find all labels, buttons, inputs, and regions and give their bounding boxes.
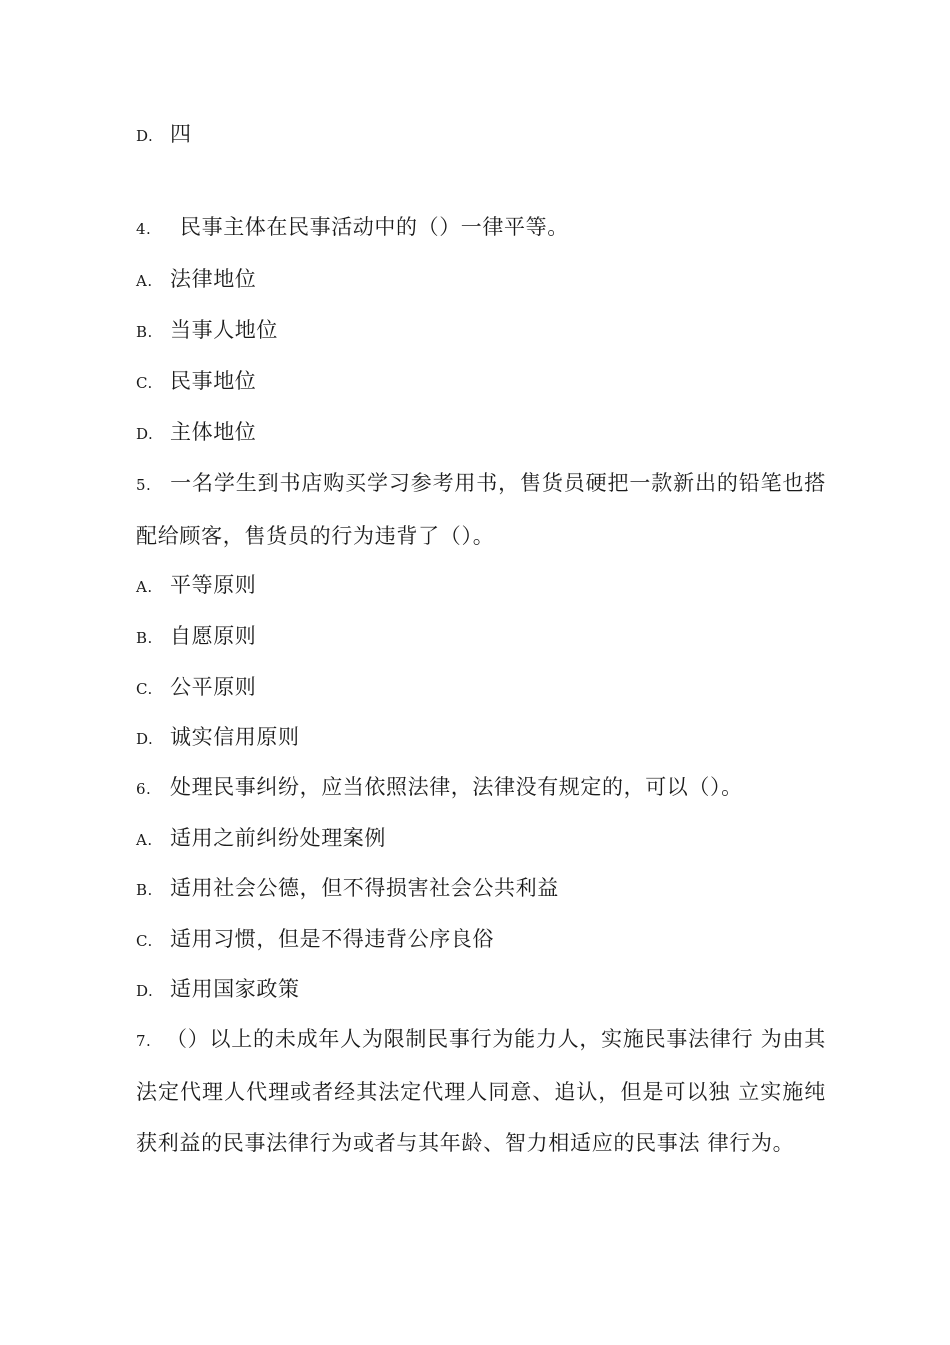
option-label: A.	[136, 272, 153, 290]
option-text: 适用习惯，但是不得违背公序良俗	[170, 927, 494, 951]
option-text: 民事地位	[170, 369, 257, 393]
option-label: D.	[136, 425, 154, 443]
option-text: 平等原则	[170, 573, 257, 597]
q5-option-c	[136, 672, 256, 704]
q3-option-d	[136, 119, 192, 151]
q4-option-d	[136, 417, 256, 449]
question-text: （）以上的未成年人为限制民事行为能力人，实施民事法律行 为由其法定代理人代理或者经其法定代理人同意、追认，但是可以独 立实施纯获利益的民事法律行为或者与其年龄、智力相适应的民事法 律行为。	[136, 1027, 826, 1155]
q6-option-a	[136, 823, 386, 855]
option-label: B.	[136, 881, 153, 899]
option-text: 当事人地位	[170, 318, 278, 342]
option-label: D.	[136, 982, 154, 1000]
question-number: 5.	[136, 476, 152, 494]
q5-option-a	[136, 570, 256, 602]
question-text: 一名学生到书店购买学习参考用书，售货员硬把一款新出的铅笔也搭配给顾客，售货员的行为违背了（）。	[136, 471, 826, 548]
q5-option-b	[136, 621, 256, 653]
option-label: C.	[136, 932, 153, 950]
q6-option-c	[136, 924, 494, 956]
option-label: A.	[136, 831, 153, 849]
option-text: 诚实信用原则	[170, 725, 300, 749]
option-text: 自愿原则	[170, 624, 257, 648]
option-label: D.	[136, 127, 154, 145]
question-number: 4.	[136, 220, 152, 238]
option-text: 主体地位	[170, 420, 257, 444]
q4-option-c	[136, 366, 256, 398]
option-text: 适用之前纠纷处理案例	[170, 826, 386, 850]
option-label: B.	[136, 323, 153, 341]
q6-option-b	[136, 873, 559, 905]
option-label: A.	[136, 578, 153, 596]
option-label: B.	[136, 629, 153, 647]
q4-option-b	[136, 315, 278, 347]
q4-option-a	[136, 264, 256, 296]
question-text: 处理民事纠纷，应当依照法律，法律没有规定的，可以（）。	[170, 775, 743, 799]
option-text: 法律地位	[170, 267, 257, 291]
question-number: 6.	[136, 780, 152, 798]
option-text: 四	[170, 122, 192, 146]
option-text: 适用国家政策	[170, 977, 300, 1001]
question-number: 7.	[136, 1032, 152, 1050]
option-label: D.	[136, 730, 154, 748]
question-7-stem	[136, 1014, 826, 1169]
question-6-stem	[136, 772, 743, 804]
question-5-stem	[136, 458, 826, 562]
option-text: 适用社会公德，但不得损害社会公共利益	[170, 876, 559, 900]
q6-option-d	[136, 974, 300, 1006]
option-label: C.	[136, 374, 153, 392]
option-text: 公平原则	[170, 675, 257, 699]
option-label: C.	[136, 680, 153, 698]
question-4-stem	[136, 202, 826, 255]
q5-option-d	[136, 722, 300, 754]
question-text: 民事主体在民事活动中的（）一律平等。	[180, 215, 569, 239]
